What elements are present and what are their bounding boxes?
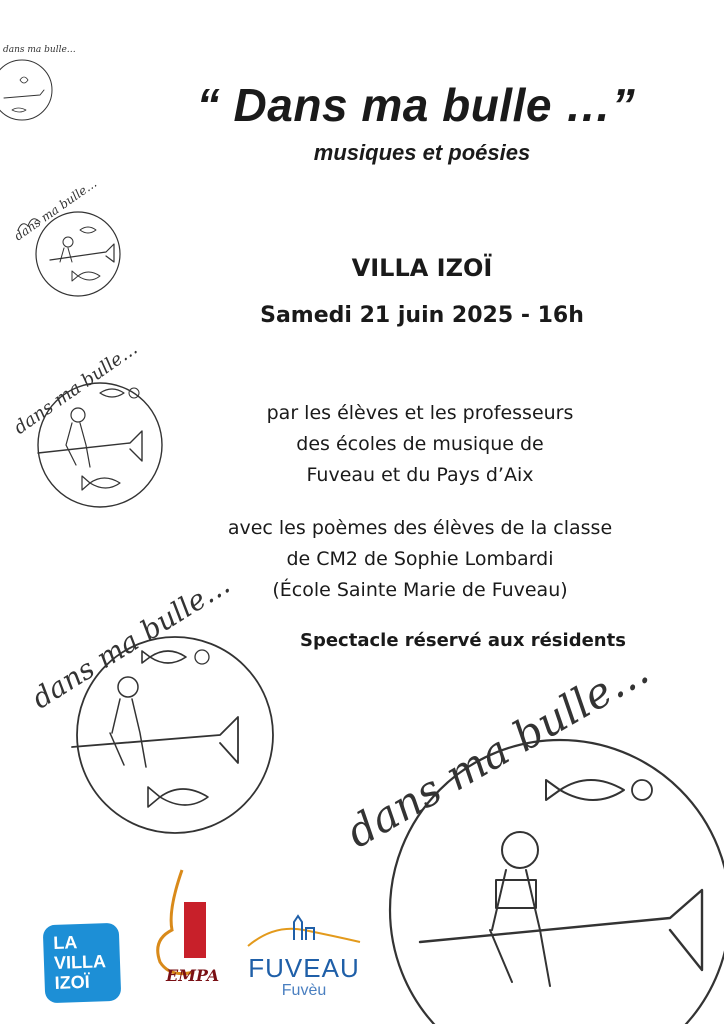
bubble-illustration-medium bbox=[10, 338, 170, 515]
villa-izoi-logo bbox=[43, 923, 122, 1004]
bubble-script-text: dans ma bulle… bbox=[26, 567, 236, 716]
villa-logo-line1: LA bbox=[52, 932, 78, 953]
fuveau-logo-sub: Fuvèu bbox=[281, 982, 327, 999]
event-title: “ Dans ma bulle …” bbox=[196, 79, 636, 131]
empa-logo-text: EMPA bbox=[166, 966, 220, 985]
poems-line: avec les poèmes des élèves de la classe bbox=[227, 517, 613, 539]
event-date: Samedi 21 juin 2025 - 16h bbox=[260, 303, 584, 328]
bubble-illustration-xlarge bbox=[330, 645, 724, 1024]
poems-paragraph bbox=[190, 513, 650, 606]
poems-line: de CM2 de Sophie Lombardi bbox=[286, 548, 554, 570]
event-subtitle: musiques et poésies bbox=[313, 140, 531, 165]
venue-name: VILLA IZOÏ bbox=[351, 254, 493, 282]
guitar-icon bbox=[152, 866, 224, 976]
performers-line: par les élèves et les professeurs bbox=[266, 402, 574, 424]
fuveau-logo bbox=[244, 906, 364, 1004]
bubble-illustration-small bbox=[10, 176, 130, 305]
bubble-script-text: dans ma bulle… bbox=[11, 176, 100, 244]
bubble-script-text: dans ma bulle… bbox=[338, 645, 657, 858]
mountain-skyline-icon bbox=[244, 906, 364, 950]
performers-paragraph bbox=[190, 398, 650, 491]
bubble-script-text: dans ma bulle… bbox=[3, 45, 76, 55]
performers-line: Fuveau et du Pays d’Aix bbox=[306, 464, 534, 486]
villa-logo-line2: VILLA bbox=[53, 951, 107, 973]
performers-line: des écoles de musique de bbox=[296, 433, 544, 455]
bubble-script-text: dans ma bulle… bbox=[10, 338, 142, 439]
empa-logo bbox=[152, 866, 224, 1000]
fuveau-logo-name: FUVEAU bbox=[248, 953, 360, 983]
bubble-illustration-large bbox=[26, 567, 290, 840]
reserved-notice: Spectacle réservé aux résidents bbox=[300, 630, 626, 651]
villa-logo-line3: IZOÏ bbox=[54, 971, 91, 993]
poems-line: (École Sainte Marie de Fuveau) bbox=[272, 579, 568, 601]
